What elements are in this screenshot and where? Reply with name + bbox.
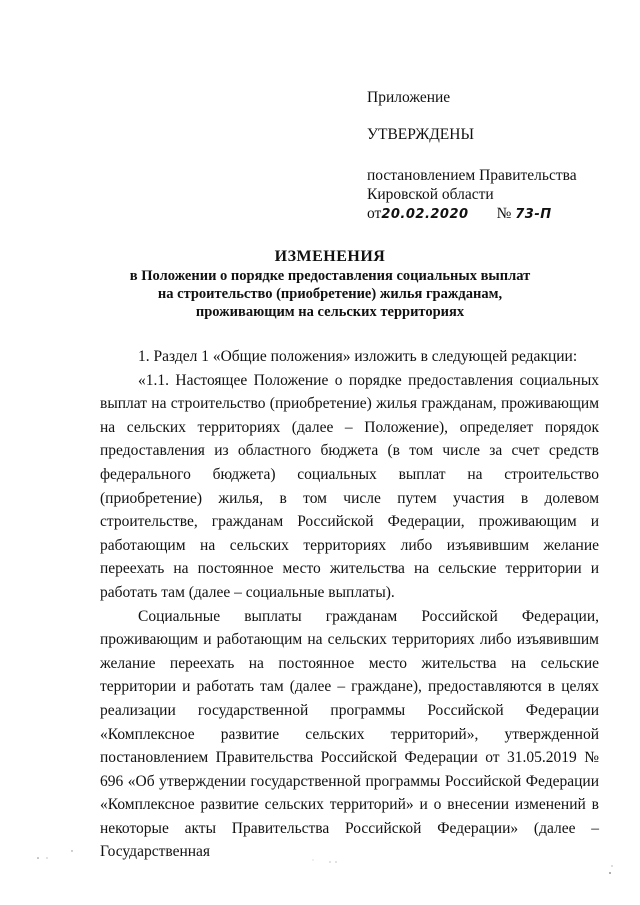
approved-label: УТВЕРЖДЕНЫ <box>367 126 474 143</box>
title-subline: на строительство (приобретение) жилья гражданам, <box>157 286 503 302</box>
document-title <box>60 247 600 321</box>
from-prefix: от <box>367 205 382 222</box>
approval-date-line <box>367 204 607 224</box>
title-subline: в Положении о порядке предоставления социальных выплат <box>129 268 531 284</box>
body-paragraph: 1. Раздел 1 «Общие положения» изложить в следующей редакции: <box>138 348 578 365</box>
handwritten-date: 20.02.2020 <box>381 207 469 222</box>
number-prefix: № <box>496 205 512 222</box>
handwritten-number: 73-П <box>515 207 552 222</box>
appendix-label: Приложение <box>367 89 451 106</box>
body-paragraph: «1.1. Настоящее Положение о порядке предоставления социальных выплат на строительство (приобретение) жилья гражданам, проживающим на сельских территориях (далее – Положение), определяет порядок предоставления из областного бюджета (в том числе за счет средств федерального бюджета) социальных выплат на строительство (приобретение) жилья, в том числе путем участия в долевом строительстве, гражданам Российской Федерации, проживающим и работающим на сельских территориях либо изъявившим желание переехать на постоянное место жительства на сельские территории и работать там (далее – социальные выплаты). <box>100 371 599 601</box>
body-paragraph: Социальные выплаты гражданам Российской Федерации, проживающим и работающим на сельских территориях либо изъявившим желание переехать на постоянное место жительства на сельские территории и работать там (далее – граждане), предоставляются в целях реализации государственной программы Российской Федерации «Комплексное развитие сельских территорий», утвержденной постановлением Правительства Российской Федерации от 31.05.2019 № 696 «Об утверждении государственной программы Российской Федерации «Комплексное развитие сельских территорий» и о внесении изменений в некоторые акты Правительства Российской Федерации» (далее – Государственная <box>100 607 599 861</box>
document-body <box>100 345 599 864</box>
approval-line-region: Кировской области <box>367 186 494 203</box>
approval-line-resolution: постановлением Правительства <box>367 167 577 184</box>
title-subline: проживающим на сельских территориях <box>195 304 465 320</box>
approval-stamp <box>367 88 607 224</box>
title-main: ИЗМЕНЕНИЯ <box>274 248 386 265</box>
